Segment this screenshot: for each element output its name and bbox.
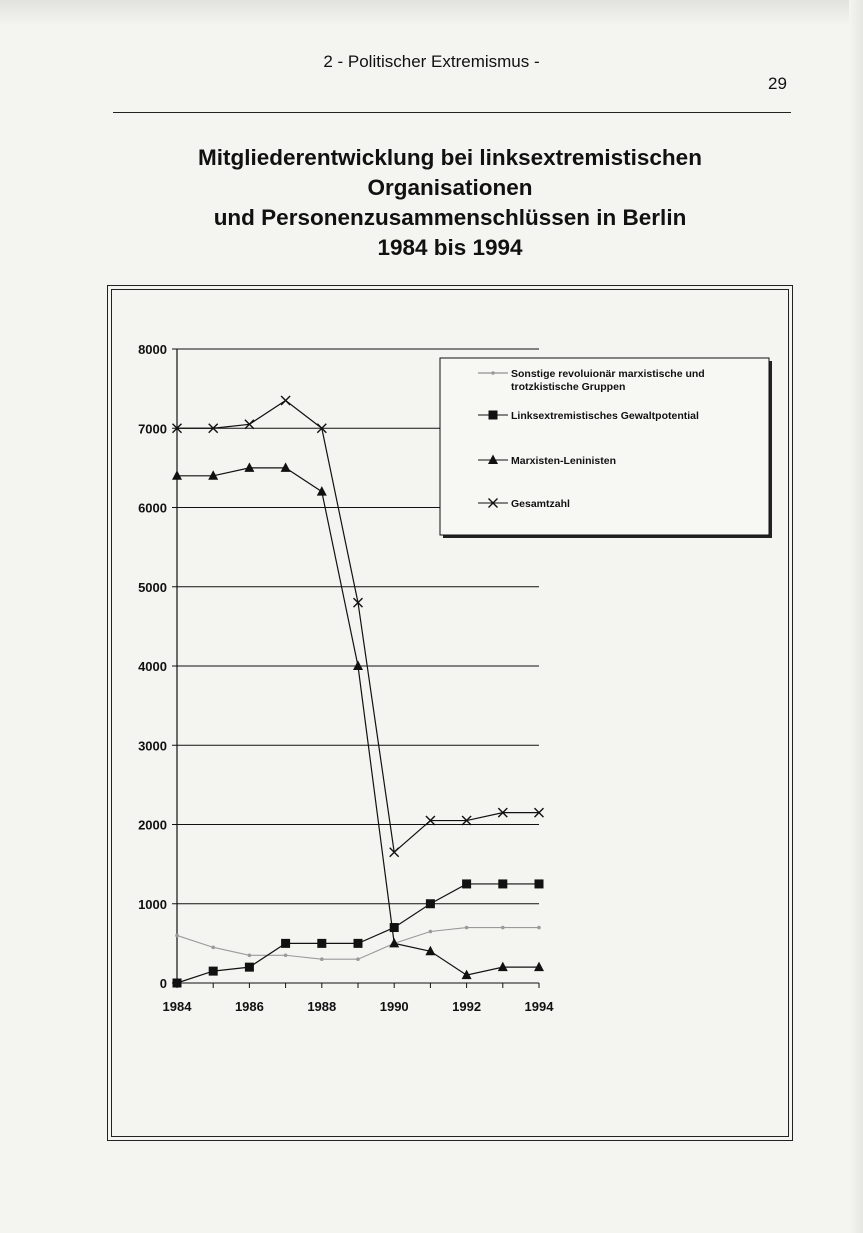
x-tick-label-1994: 1994	[524, 999, 554, 1014]
point-s1-1991	[426, 899, 435, 908]
running-header: 2 - Politischer Extremismus -	[323, 52, 540, 71]
point-s0-1987	[284, 953, 288, 957]
series-line-1	[177, 884, 539, 983]
title-line-3: und Personenzusammenschlüssen in Berlin	[213, 205, 687, 230]
point-s1-1993	[498, 879, 507, 888]
y-tick-label-6000: 6000	[138, 500, 167, 516]
y-tick-label-8000: 8000	[138, 342, 167, 357]
point-s0-1989	[356, 957, 360, 961]
point-s0-1988	[320, 957, 324, 961]
title-line-4: 1984 bis 1994	[377, 235, 523, 260]
point-s1-1984	[173, 979, 182, 988]
y-tick-label-1000: 1000	[138, 896, 167, 912]
y-tick-label-2000: 2000	[138, 817, 167, 833]
point-s1-1990	[390, 923, 399, 932]
y-tick-label-7000: 7000	[138, 421, 167, 437]
x-tick-label-1986: 1986	[234, 999, 264, 1014]
point-s1-1987	[281, 939, 290, 948]
point-s2-1994	[534, 962, 544, 972]
point-s2-1986	[244, 462, 254, 472]
point-s0-1985	[211, 946, 215, 950]
point-s0-1993	[501, 926, 505, 930]
point-s1-1985	[209, 967, 218, 976]
y-tick-label-3000: 3000	[138, 738, 167, 754]
point-s2-1988	[317, 486, 327, 496]
legend-label-0-0: Sonstige revoluionär marxistische und	[511, 368, 705, 380]
point-s0-1992	[465, 926, 469, 930]
title-line-2: Organisationen	[367, 175, 533, 200]
point-s0-1991	[429, 930, 433, 934]
point-s1-1994	[535, 879, 544, 888]
legend-label-0-1: trotzkistische Gruppen	[511, 381, 626, 393]
point-s1-1992	[462, 879, 471, 888]
x-tick-label-1988: 1988	[307, 999, 337, 1014]
point-s1-1986	[245, 963, 254, 972]
x-tick-label-1990: 1990	[379, 999, 409, 1014]
point-s2-1987	[281, 462, 291, 472]
point-s1-1988	[317, 939, 326, 948]
point-s3-1987	[281, 396, 290, 405]
y-tick-label-4000: 4000	[138, 659, 167, 674]
point-s2-1993	[498, 962, 508, 972]
title-line-1: Mitgliederentwicklung bei linksextremistischen	[198, 145, 702, 170]
page-number: 29	[768, 74, 787, 93]
legend-marker-0	[491, 371, 495, 375]
point-s0-1986	[248, 953, 252, 957]
point-s2-1984	[172, 470, 182, 480]
x-tick-label-1992: 1992	[452, 999, 482, 1014]
point-s2-1989	[353, 661, 363, 671]
series-line-2	[177, 468, 539, 975]
legend-marker-1	[489, 411, 498, 420]
x-tick-label-1984: 1984	[162, 999, 192, 1014]
point-s1-1989	[354, 939, 363, 948]
legend-label-1-0: Linksextremistisches Gewaltpotential	[511, 410, 699, 422]
legend-label-2-0: Marxisten-Leninisten	[511, 455, 617, 467]
legend-label-3-0: Gesamtzahl	[511, 498, 570, 510]
y-tick-label-0: 0	[159, 976, 167, 991]
y-tick-label-5000: 5000	[138, 579, 167, 595]
point-s0-1984	[175, 934, 179, 938]
point-s0-1994	[537, 926, 541, 930]
